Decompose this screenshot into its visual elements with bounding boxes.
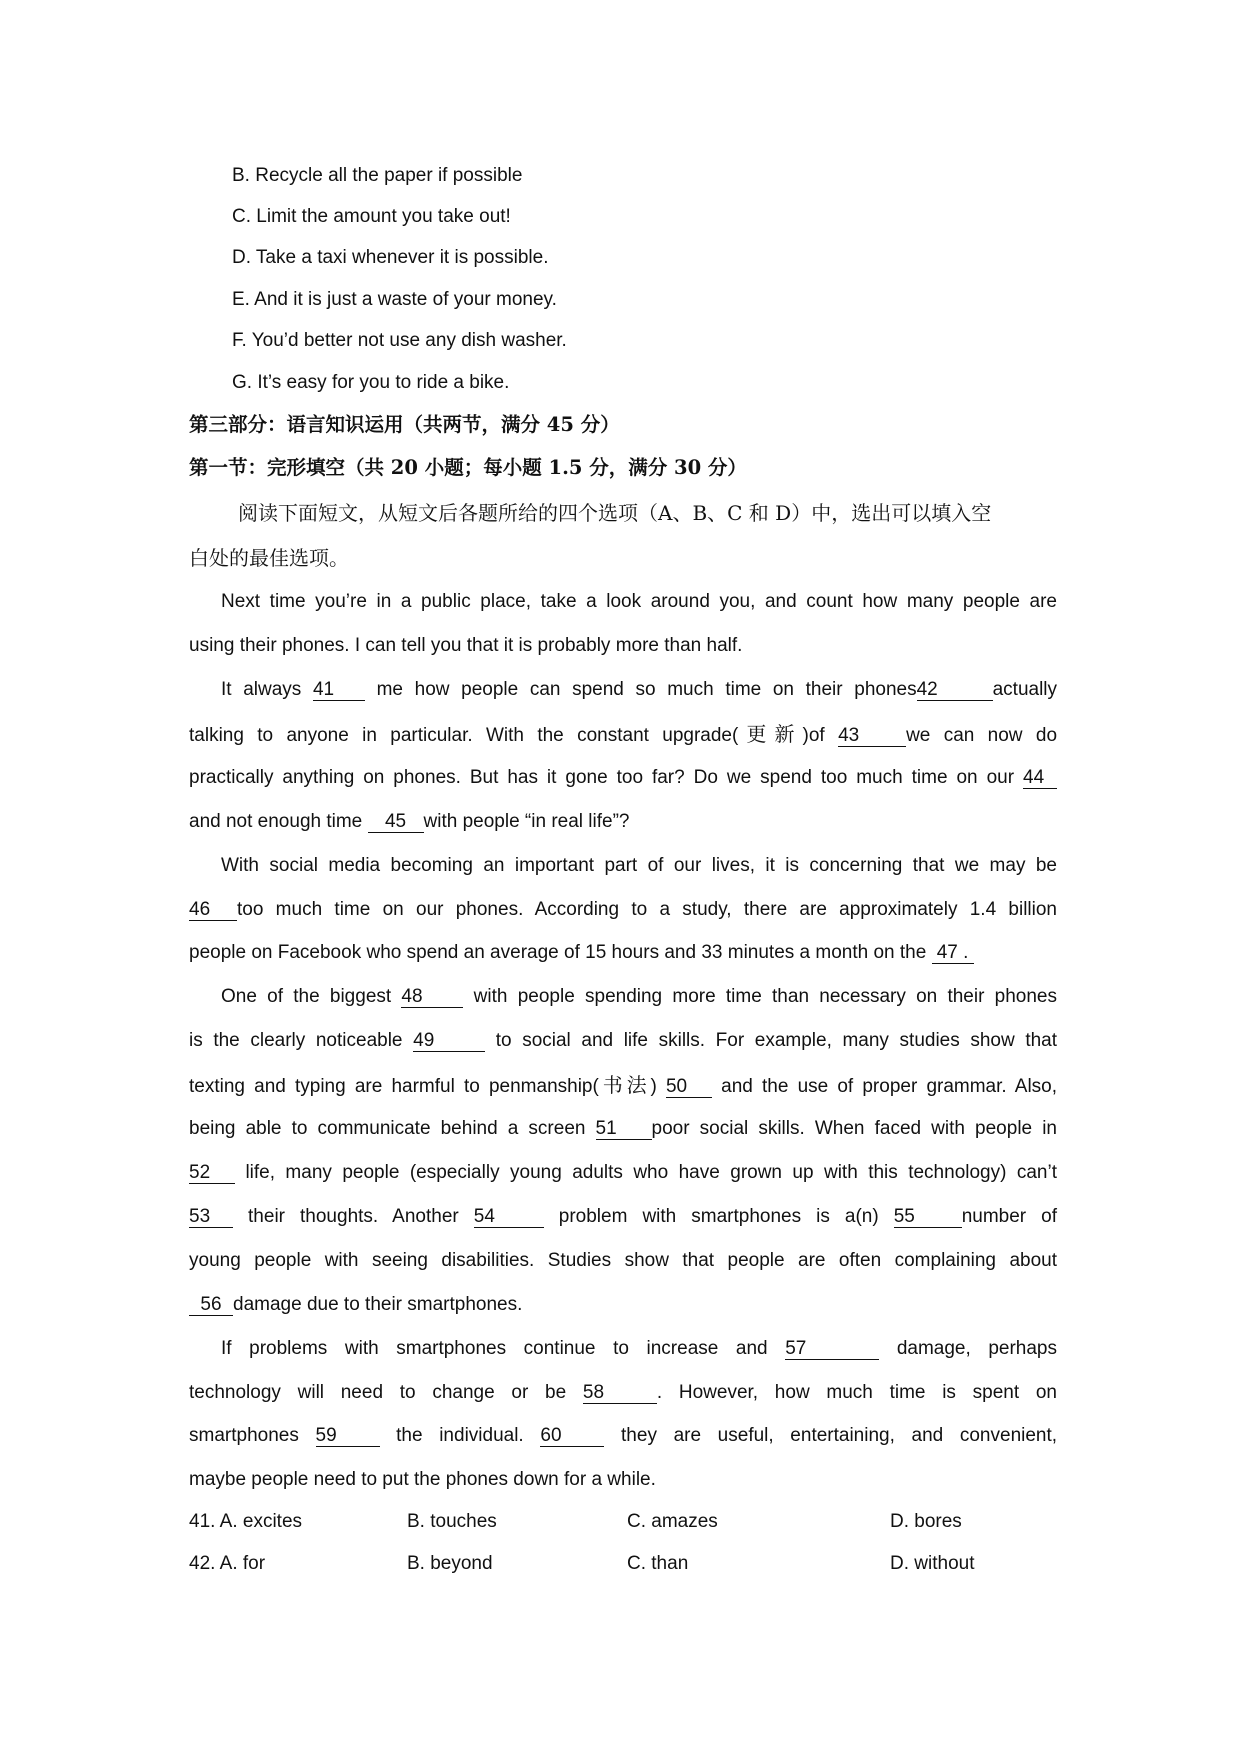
blank-60: 60 xyxy=(540,1426,604,1447)
passage-line-4: talking to anyone in particular. With the constant upgrade(更新)of 43 we can now do xyxy=(189,722,1058,746)
blank-54: 54 xyxy=(474,1207,544,1228)
part3-heading: 第三部分：语言知识运用（共两节，满分 45 分） xyxy=(189,413,620,436)
passage-line-5: practically anything on phones. But has it gone too far? Do we spend too much time on our 44 xyxy=(189,766,1057,790)
passage-line-16: young people with seeing disabilities. Studies show that people are often complaining about xyxy=(189,1250,1057,1271)
passage-line-1: Next time you’re in a public place, take a look around you, and count how many people are xyxy=(221,591,1057,612)
instructions-line-2: 白处的最佳选项。 xyxy=(189,546,349,570)
blank-53: 53 xyxy=(189,1207,233,1228)
blank-55: 55 xyxy=(894,1207,962,1228)
blank-51: 51 xyxy=(596,1119,652,1140)
prev-option-g: G. It’s easy for you to ride a bike. xyxy=(232,372,510,393)
question-42-option-a: 42. A. for xyxy=(189,1553,266,1574)
blank-43: 43 xyxy=(838,726,906,747)
blank-59: 59 xyxy=(316,1426,380,1447)
passage-line-19: technology will need to change or be 58 . However, how much time is spent on xyxy=(189,1382,1057,1403)
prev-option-d: D. Take a taxi whenever it is possible. xyxy=(232,247,549,268)
passage-line-17: 56 damage due to their smartphones. xyxy=(189,1293,1057,1317)
passage-line-18: If problems with smartphones continue to increase and 57 damage, perhaps xyxy=(221,1338,1057,1359)
blank-41: 41 xyxy=(313,680,365,701)
passage-line-2: using their phones. I can tell you that it is probably more than half. xyxy=(189,635,743,656)
blank-48: 48 xyxy=(401,987,463,1008)
question-42-option-c: C. than xyxy=(627,1553,689,1574)
passage-line-11: is the clearly noticeable 49 to social and life skills. For example, many studies show that xyxy=(189,1030,1058,1051)
passage-line-20: smartphones 59 the individual. 60 they are useful, entertaining, and convenient, xyxy=(189,1425,1058,1446)
blank-50: 50 xyxy=(666,1077,712,1098)
blank-47: 47 . xyxy=(932,943,974,964)
question-41-option-c: C. amazes xyxy=(627,1511,718,1532)
question-41-option-a: 41. A. excites xyxy=(189,1511,303,1532)
passage-line-10: One of the biggest 48 with people spending more time than necessary on their phones xyxy=(221,986,1058,1007)
blank-42: 42 xyxy=(917,680,993,701)
prev-option-e: E. And it is just a waste of your money. xyxy=(232,289,557,310)
passage-line-13: being able to communicate behind a screen 51 poor social skills. When faced with people in xyxy=(189,1118,1057,1139)
blank-52: 52 xyxy=(189,1163,235,1184)
passage-line-9: people on Facebook who spend an average of 15 hours and 33 minutes a month on the 47 . xyxy=(189,941,1057,965)
instructions-line-1: 阅读下面短文，从短文后各题所给的四个选项（A、B、C 和 D）中，选出可以填入空 xyxy=(238,501,992,525)
passage-line-21: maybe people need to put the phones down for a while. xyxy=(189,1469,656,1490)
passage-line-12: texting and typing are harmful to penmanship(书法) 50 and the use of proper grammar. Also, xyxy=(189,1073,1058,1097)
prev-option-f: F. You’d better not use any dish washer. xyxy=(232,330,567,351)
blank-46: 46 xyxy=(189,900,237,921)
question-41-option-b: B. touches xyxy=(407,1511,497,1532)
question-42-option-d: D. without xyxy=(890,1553,975,1574)
question-42-option-b: B. beyond xyxy=(407,1553,493,1574)
prev-option-c: C. Limit the amount you take out! xyxy=(232,206,511,227)
passage-line-8: 46 too much time on our phones. According to a study, there are approximately 1.4 billion xyxy=(189,899,1057,920)
blank-58: 58 xyxy=(583,1383,657,1404)
passage-line-14: 52 life, many people (especially young adults who have grown up with this technology) can’t xyxy=(189,1162,1058,1183)
prev-option-b: B. Recycle all the paper if possible xyxy=(232,165,523,186)
blank-57: 57 xyxy=(785,1339,879,1360)
passage-line-15: 53 their thoughts. Another 54 problem with smartphones is a(n) 55 number of xyxy=(189,1206,1057,1227)
question-41-option-d: D. bores xyxy=(890,1511,962,1532)
passage-line-7: With social media becoming an important part of our lives, it is concerning that we may be xyxy=(221,855,1057,876)
section1-heading: 第一节：完形填空（共 20 小题；每小题 1.5 分，满分 30 分） xyxy=(189,456,747,479)
blank-45: 45 xyxy=(368,812,424,833)
blank-49: 49 xyxy=(413,1031,485,1052)
blank-56: 56 xyxy=(189,1295,233,1316)
passage-line-3: It always 41 me how people can spend so much time on their phones42 actually xyxy=(221,679,1058,700)
passage-line-6: and not enough time 45 with people “in real life”? xyxy=(189,811,630,832)
blank-44: 44 xyxy=(1023,768,1057,789)
